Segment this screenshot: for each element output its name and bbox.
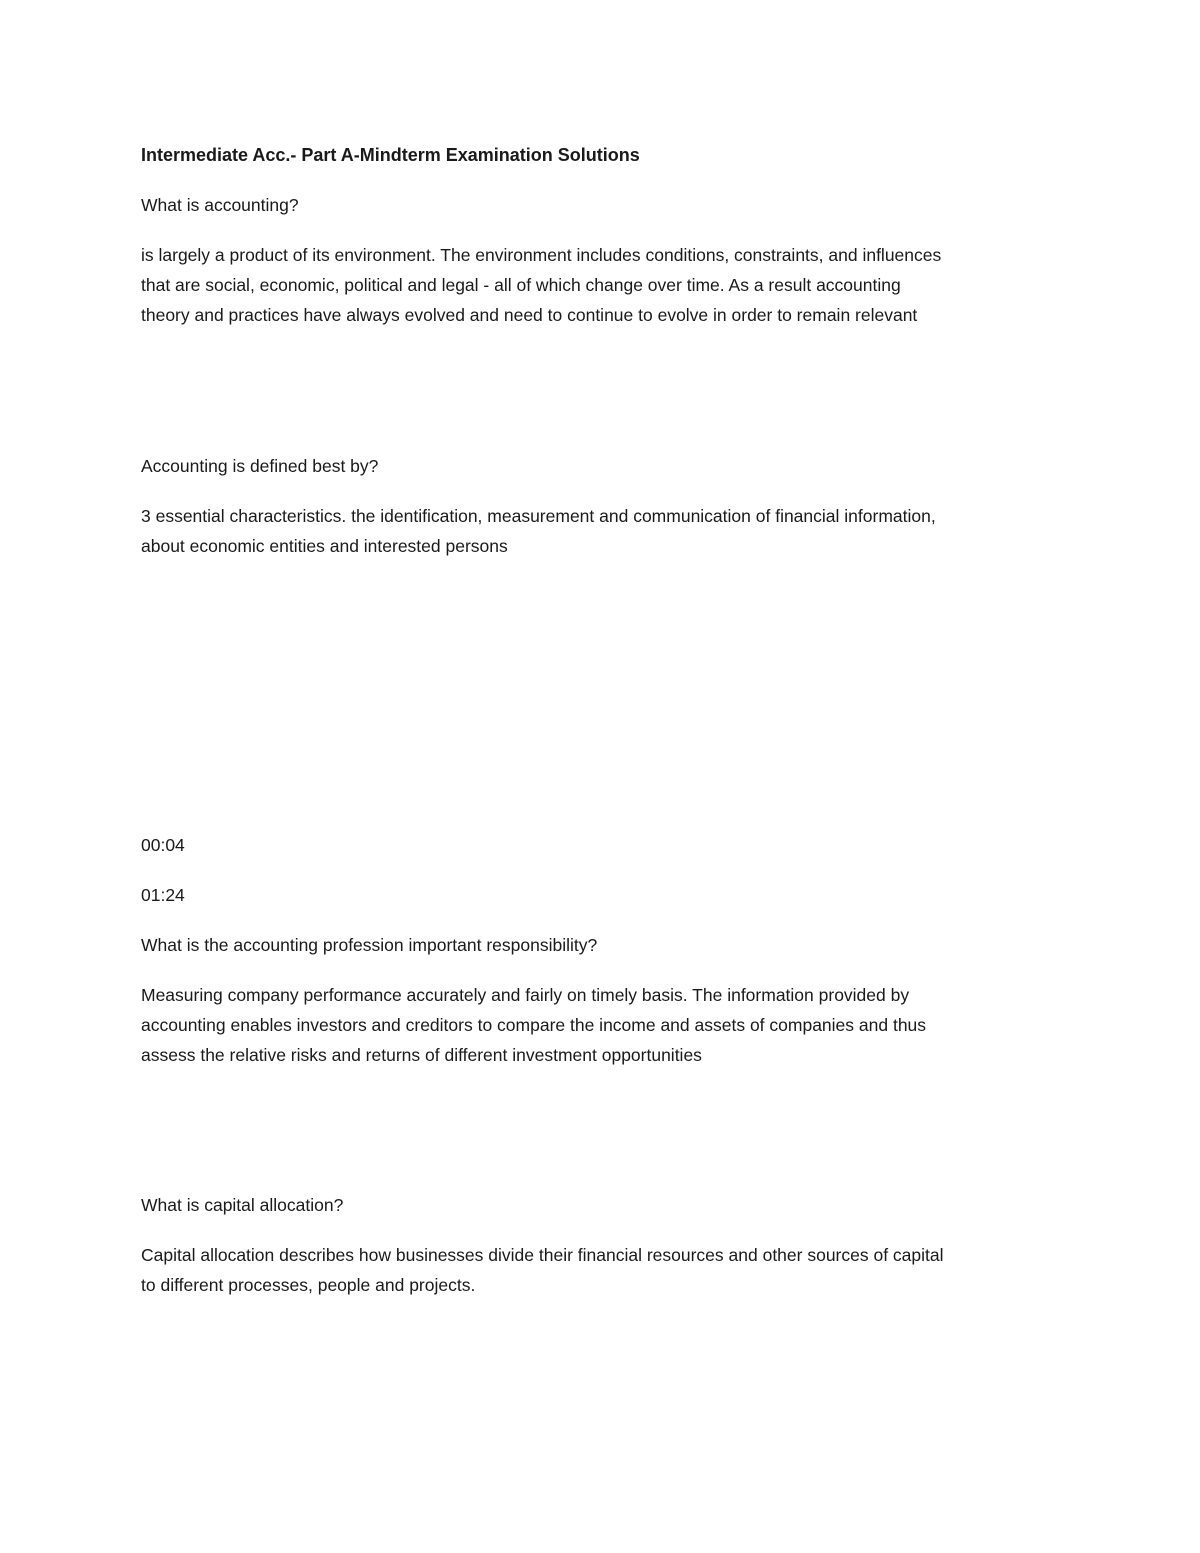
timestamp: 01:24 (141, 885, 185, 905)
answer-line: theory and practices have always evolved and need to continue to evolve in order to remain relevant (141, 305, 918, 325)
answer-line: about economic entities and interested persons (141, 536, 508, 556)
answer-line: Capital allocation describes how businesses divide their financial resources and other sources of capital (141, 1245, 944, 1265)
answer-line: assess the relative risks and returns of different investment opportunities (141, 1045, 702, 1065)
answer-line: is largely a product of its environment. The environment includes conditions, constraints, and influences (141, 245, 942, 265)
question-accounting-defined: Accounting is defined best by? (141, 456, 379, 476)
answer-line: that are social, economic, political and legal - all of which change over time. As a result accounting (141, 275, 901, 295)
question-profession-responsibility: What is the accounting profession important responsibility? (141, 935, 598, 955)
answer-line: 3 essential characteristics. the identification, measurement and communication of financial information, (141, 506, 936, 526)
answer-line: Measuring company performance accurately and fairly on timely basis. The information provided by (141, 985, 910, 1005)
answer-line: accounting enables investors and creditors to compare the income and assets of companies and thus (141, 1015, 927, 1035)
question-capital-allocation: What is capital allocation? (141, 1195, 344, 1215)
document-title: Intermediate Acc.- Part A-Mindterm Examination Solutions (141, 145, 640, 165)
timestamp: 00:04 (141, 835, 185, 855)
question-what-is-accounting: What is accounting? (141, 195, 299, 215)
answer-line: to different processes, people and projects. (141, 1275, 476, 1295)
